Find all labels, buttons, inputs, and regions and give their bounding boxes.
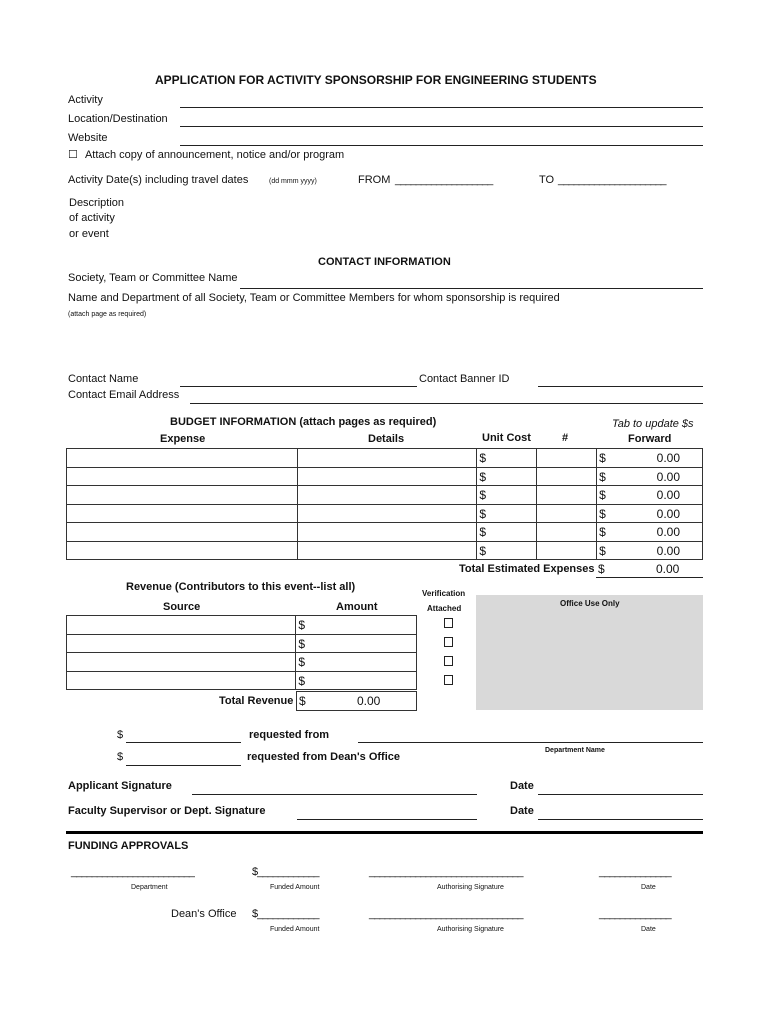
expense-cell[interactable]: [67, 449, 298, 468]
dept-caption: Department: [131, 884, 168, 891]
banner-id-field[interactable]: [538, 386, 703, 387]
col-details: Details: [368, 433, 405, 445]
count-cell[interactable]: [537, 504, 597, 523]
details-cell[interactable]: [297, 486, 477, 505]
table-row: [67, 504, 703, 523]
funded-caption-2: Funded Amount: [270, 926, 320, 933]
table-row: [67, 616, 417, 635]
members-field[interactable]: [68, 322, 703, 367]
forward-cell: $ 0.00: [597, 449, 703, 468]
society-field[interactable]: [240, 288, 703, 289]
total-expenses-underline: [596, 577, 703, 578]
count-cell[interactable]: [537, 449, 597, 468]
amount-cell[interactable]: $: [296, 671, 417, 690]
source-cell[interactable]: [67, 671, 296, 690]
forward-cell: $ 0.00: [597, 504, 703, 523]
col-unit-cost: Unit Cost: [482, 432, 531, 444]
details-cell[interactable]: [297, 541, 477, 560]
section-divider: [66, 831, 703, 834]
contact-heading: CONTACT INFORMATION: [318, 256, 451, 268]
to-date-field[interactable]: _____________________: [558, 174, 666, 186]
approvals-heading: FUNDING APPROVALS: [68, 840, 189, 852]
approval-dean-date-field[interactable]: ______________: [599, 908, 671, 920]
forward-cell: $ 0.00: [597, 467, 703, 486]
verification-label-1: Verification: [422, 589, 466, 598]
contact-name-field[interactable]: [180, 386, 417, 387]
requested-dean-label: requested from Dean's Office: [247, 751, 400, 763]
applicant-signature-label: Applicant Signature: [68, 780, 172, 792]
dates-label: Activity Date(s) including travel dates: [68, 174, 249, 186]
total-revenue-value: 0.00: [357, 694, 381, 708]
details-cell[interactable]: [297, 504, 477, 523]
expense-cell[interactable]: [67, 486, 298, 505]
request-dept-currency: $: [117, 729, 124, 741]
auth-caption-2: Authorising Signature: [437, 926, 504, 933]
applicant-signature-field[interactable]: [192, 794, 477, 795]
table-row: [67, 486, 703, 505]
attach-checkbox[interactable]: [68, 150, 344, 161]
email-field[interactable]: [190, 403, 703, 404]
approval-dept-signature-field[interactable]: ______________________________: [369, 866, 523, 878]
col-amount: Amount: [336, 601, 378, 613]
department-name-caption: Department Name: [545, 747, 605, 754]
request-dean-currency: $: [117, 751, 124, 763]
table-row: [67, 467, 703, 486]
unit-cost-cell[interactable]: $: [477, 467, 537, 486]
office-use-panel: [476, 595, 703, 710]
applicant-date-label: Date: [510, 780, 534, 792]
faculty-date-field[interactable]: [538, 819, 703, 820]
source-cell[interactable]: [67, 616, 296, 635]
total-revenue-currency: $: [299, 694, 306, 708]
expense-cell[interactable]: [67, 523, 298, 542]
total-expenses-value: 0.00: [656, 562, 680, 576]
date-caption-2: Date: [641, 926, 656, 933]
society-label: Society, Team or Committee Name: [68, 272, 238, 284]
faculty-signature-label: Faculty Supervisor or Dept. Signature: [68, 805, 266, 817]
expense-cell[interactable]: [67, 504, 298, 523]
from-label: FROM: [358, 174, 391, 186]
location-label: Location/Destination: [68, 113, 168, 125]
request-dean-amount-field[interactable]: [126, 765, 241, 766]
verification-checkbox-3[interactable]: [444, 656, 453, 666]
tab-note: Tab to update $s: [612, 418, 694, 430]
auth-caption-1: Authorising Signature: [437, 884, 504, 891]
unit-cost-cell[interactable]: $: [477, 541, 537, 560]
details-cell[interactable]: [297, 449, 477, 468]
expense-cell[interactable]: [67, 467, 298, 486]
forward-cell: $ 0.00: [597, 486, 703, 505]
table-row: [67, 634, 417, 653]
description-label-1: Description: [69, 197, 125, 209]
count-cell[interactable]: [537, 486, 597, 505]
email-label: Contact Email Address: [68, 389, 180, 401]
funded-caption-1: Funded Amount: [270, 884, 320, 891]
request-dept-amount-field[interactable]: [126, 742, 241, 743]
description-label-3: or event: [69, 228, 109, 240]
unit-cost-cell[interactable]: $: [477, 523, 537, 542]
budget-heading: BUDGET INFORMATION (attach pages as required): [170, 416, 437, 428]
details-cell[interactable]: [297, 523, 477, 542]
unit-cost-cell[interactable]: $: [477, 504, 537, 523]
website-field[interactable]: [180, 145, 703, 146]
total-expenses-currency: $: [598, 562, 605, 576]
source-cell[interactable]: [67, 634, 296, 653]
table-row: [67, 653, 417, 672]
contact-name-label: Contact Name: [68, 373, 139, 385]
activity-label: Activity: [68, 94, 103, 106]
to-label: TO: [539, 174, 555, 186]
attach-label: Attach copy of announcement, notice and/or program: [84, 149, 345, 161]
table-row: [67, 541, 703, 560]
count-cell[interactable]: [537, 467, 597, 486]
deans-office-label: Dean's Office: [171, 908, 237, 920]
date-caption-1: Date: [641, 884, 656, 891]
members-note: (attach page as required): [68, 311, 147, 318]
from-date-field[interactable]: ___________________: [395, 174, 493, 186]
verification-checkbox-4[interactable]: [444, 675, 453, 685]
source-cell[interactable]: [67, 653, 296, 672]
total-revenue-label: Total Revenue: [219, 695, 294, 707]
table-row: [67, 449, 703, 468]
total-revenue-box: [296, 691, 417, 711]
table-row: [67, 523, 703, 542]
members-label: Name and Department of all Society, Team or Committee Members for whom sponsorship is required: [68, 292, 560, 304]
department-name-field[interactable]: [358, 742, 703, 743]
amount-cell[interactable]: $: [296, 616, 417, 635]
requested-from-label: requested from: [249, 729, 330, 741]
col-forward: Forward: [628, 433, 672, 445]
count-cell[interactable]: [537, 523, 597, 542]
unit-cost-cell[interactable]: $: [477, 486, 537, 505]
applicant-date-field[interactable]: [538, 794, 703, 795]
forward-cell: $ 0.00: [597, 541, 703, 560]
details-cell[interactable]: [297, 467, 477, 486]
approval-dept-field[interactable]: ________________________: [71, 866, 194, 878]
count-cell[interactable]: [537, 541, 597, 560]
approval-dean-signature-field[interactable]: ______________________________: [369, 908, 523, 920]
description-label-2: of activity: [69, 212, 115, 224]
unit-cost-cell[interactable]: $: [477, 449, 537, 468]
approval-dept-amount-field[interactable]: $____________: [252, 866, 319, 878]
amount-cell[interactable]: $: [296, 634, 417, 653]
budget-table: [66, 448, 703, 560]
verification-checkbox-2[interactable]: [444, 637, 453, 647]
banner-id-label: Contact Banner ID: [419, 373, 510, 385]
faculty-date-label: Date: [510, 805, 534, 817]
forward-cell: $ 0.00: [597, 523, 703, 542]
expense-cell[interactable]: [67, 541, 298, 560]
table-row: [67, 671, 417, 690]
location-field[interactable]: [180, 126, 703, 127]
office-use-label: Office Use Only: [560, 599, 620, 608]
revenue-heading: Revenue (Contributors to this event--list all): [126, 581, 356, 593]
revenue-table: [66, 615, 417, 690]
activity-field[interactable]: [180, 107, 703, 108]
form-title: APPLICATION FOR ACTIVITY SPONSORSHIP FOR ENGINEERING STUDENTS: [155, 73, 597, 87]
approval-dean-amount-field[interactable]: $____________: [252, 908, 319, 920]
col-expense: Expense: [160, 433, 206, 445]
faculty-signature-field[interactable]: [297, 819, 477, 820]
col-source: Source: [163, 601, 201, 613]
dates-format-hint: (dd mmm yyyy): [269, 178, 317, 185]
verification-checkbox-1[interactable]: [444, 618, 453, 628]
website-label: Website: [68, 132, 108, 144]
checkbox-icon[interactable]: ☐: [68, 149, 78, 161]
amount-cell[interactable]: $: [296, 653, 417, 672]
description-field[interactable]: [130, 195, 703, 245]
col-count: #: [562, 432, 569, 444]
approval-dept-date-field[interactable]: ______________: [599, 866, 671, 878]
total-expenses-label: Total Estimated Expenses: [459, 563, 595, 575]
verification-label-2: Attached: [427, 604, 462, 613]
